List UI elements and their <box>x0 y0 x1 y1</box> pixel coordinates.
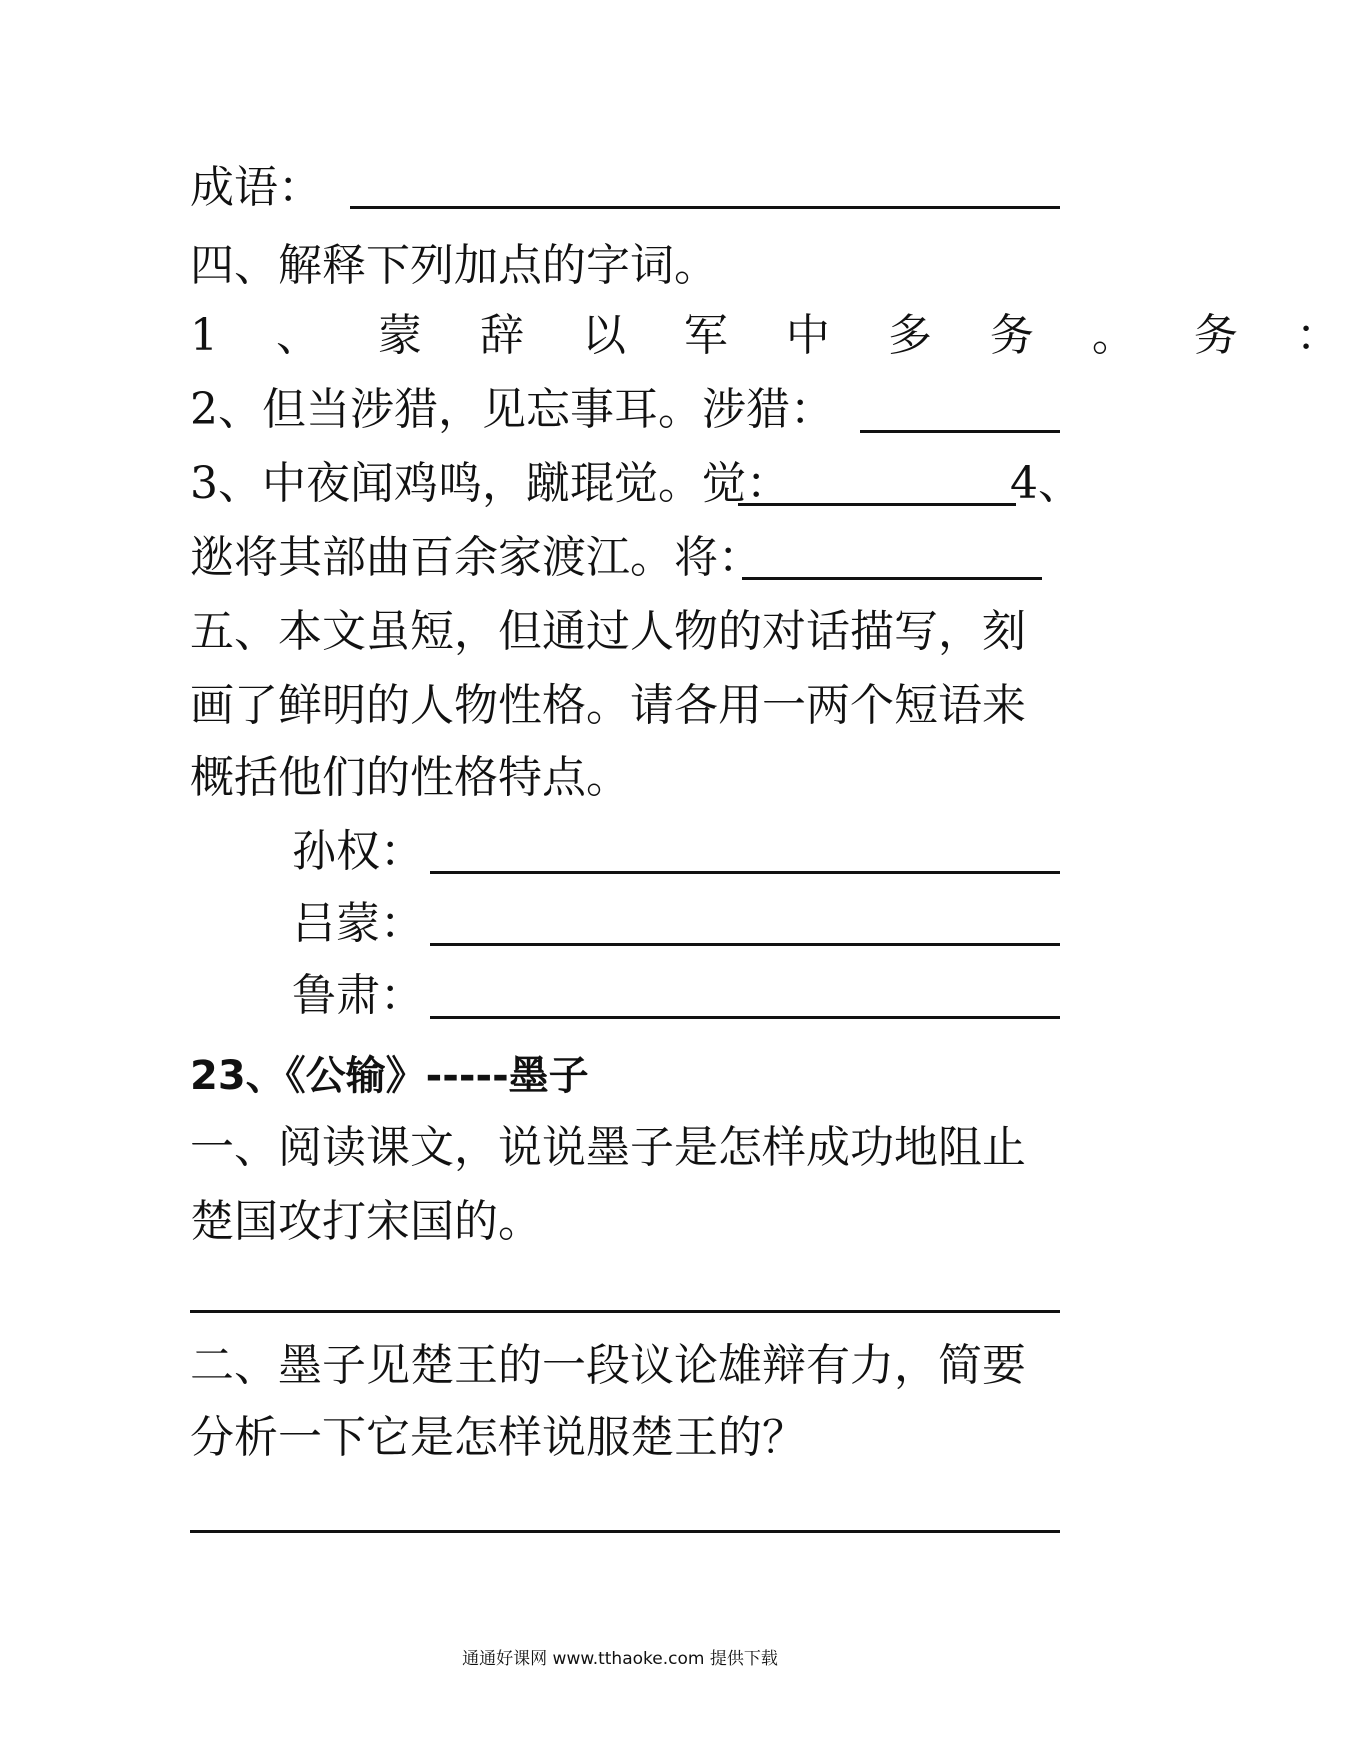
idiom-answer-blank[interactable] <box>350 206 1060 209</box>
section5-line2: 画了鲜明的人物性格。请各用一两个短语来 <box>190 680 1026 731</box>
q4-number: 4、 <box>1010 458 1082 509</box>
character-lvmeng-label: 吕蒙： <box>292 898 424 949</box>
lesson-q1-answer-blank[interactable] <box>190 1310 1060 1313</box>
section4-title: 四、解释下列加点的字词。 <box>190 240 718 291</box>
section5-line1: 五、本文虽短，但通过人物的对话描写，刻 <box>190 606 1026 657</box>
q1-text: 1 、 蒙 辞 以 军 中 多 务 。 务 ： <box>190 310 1362 361</box>
q4-text: 逖将其部曲百余家渡江。将： <box>190 532 762 583</box>
lesson-q2-answer-blank[interactable] <box>190 1530 1060 1533</box>
character-lusu-blank[interactable] <box>430 1016 1060 1019</box>
section5-line3: 概括他们的性格特点。 <box>190 752 630 803</box>
lesson-heading: 23、《公输》-----墨子 <box>190 1053 589 1099</box>
lesson-q1-line2: 楚国攻打宋国的。 <box>190 1196 542 1247</box>
lesson-q1-line1: 一、阅读课文，说说墨子是怎样成功地阻止 <box>190 1122 1026 1173</box>
q3-answer-blank[interactable] <box>738 503 1016 506</box>
lesson-q2-line2: 分析一下它是怎样说服楚王的？ <box>190 1412 806 1463</box>
q2-text: 2、但当涉猎，见忘事耳。涉猎： <box>190 384 834 435</box>
q2-answer-blank[interactable] <box>860 430 1060 433</box>
idiom-row <box>190 158 1060 218</box>
character-sunquan-blank[interactable] <box>430 871 1060 874</box>
q3-text: 3、中夜闻鸡鸣，蹴琨觉。觉： <box>190 458 790 509</box>
page-footer: 通通好课网 www.tthaoke.com 提供下载 <box>462 1649 778 1669</box>
idiom-label: 成语： <box>190 162 322 213</box>
character-sunquan-label: 孙权： <box>292 826 424 877</box>
lesson-q2-line1: 二、墨子见楚王的一段议论雄辩有力，简要 <box>190 1340 1026 1391</box>
q4-answer-blank[interactable] <box>742 577 1042 580</box>
character-lvmeng-blank[interactable] <box>430 943 1060 946</box>
character-lusu-label: 鲁肃： <box>292 970 424 1021</box>
